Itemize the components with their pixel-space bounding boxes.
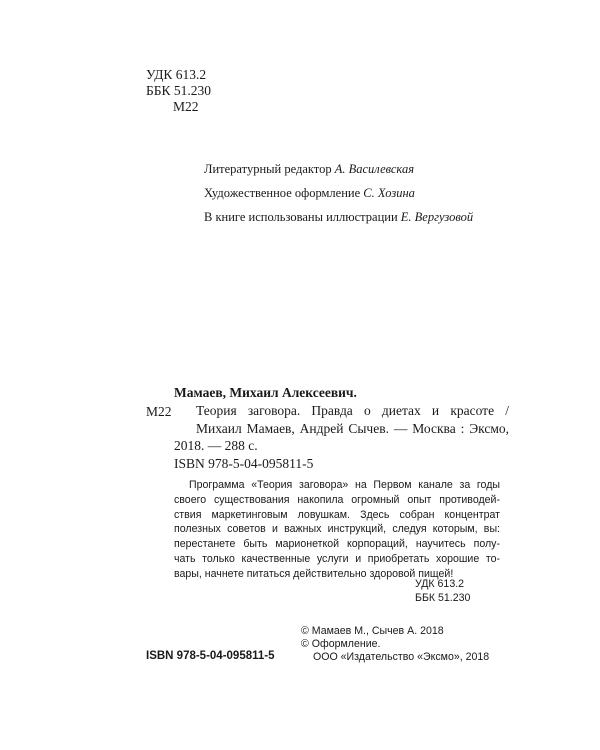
card-udk: УДК 613.2 bbox=[415, 578, 465, 590]
annotation-line: чать только качественные услуги и приобретать хорошие то- bbox=[174, 552, 500, 565]
credit-design-label: Художественное оформление bbox=[204, 186, 361, 200]
credit-illustrations bbox=[204, 210, 473, 225]
annotation-line: своего существования накопила огромный опыт противодей- bbox=[174, 493, 500, 506]
copyright-design: © Оформление. bbox=[301, 638, 381, 650]
credit-illustrations-label: В книге использованы иллюстрации bbox=[204, 210, 398, 224]
card-isbn: ISBN 978-5-04-095811-5 bbox=[174, 456, 314, 471]
udk-top: УДК 613.2 bbox=[146, 67, 207, 82]
copyright-publisher: ООО «Издательство «Эксмо», 2018 bbox=[313, 651, 490, 663]
card-description-line: Теория заговора. Правда о диетах и красоте / bbox=[196, 403, 509, 418]
credit-design-name: С. Хозина bbox=[363, 186, 415, 200]
credit-design bbox=[204, 186, 415, 201]
credit-editor bbox=[204, 162, 414, 177]
isbn-bottom: ISBN 978-5-04-095811-5 bbox=[146, 650, 275, 662]
annotation-line: полезных советов и важных инструкций, следуя которым, вы: bbox=[174, 523, 500, 536]
card-description bbox=[174, 402, 509, 455]
credit-illustrations-name: Е. Вергузовой bbox=[400, 210, 474, 224]
card-author: Мамаев, Михаил Алексеевич. bbox=[174, 385, 357, 400]
annotation-line: перестанете быть марионеткой корпораций, научитесь полу- bbox=[174, 538, 500, 551]
credit-editor-name: А. Василевская bbox=[334, 162, 415, 176]
author-mark-top: М22 bbox=[173, 99, 199, 114]
annotation-line: Программа «Теория заговора» на Первом канале за годы bbox=[189, 479, 500, 491]
card-annotation bbox=[174, 478, 500, 582]
bbk-top: ББК 51.230 bbox=[146, 83, 212, 98]
card-description-line: Михаил Мамаев, Андрей Сычев. — Москва : Эксмо, bbox=[196, 420, 509, 436]
annotation-line: ствия маркетинговым ловушкам. Здесь собран концентрат bbox=[174, 508, 500, 521]
card-author-mark: М22 bbox=[146, 404, 172, 419]
card-description-line: 2018. — 288 с. bbox=[174, 438, 258, 453]
copyright-authors: © Мамаев М., Сычев А. 2018 bbox=[301, 625, 444, 637]
credit-editor-label: Литературный редактор bbox=[204, 162, 332, 176]
card-bbk: ББК 51.230 bbox=[415, 592, 471, 604]
annotation-line: вары, начнете питаться действительно здоровой пищей! bbox=[174, 567, 454, 580]
